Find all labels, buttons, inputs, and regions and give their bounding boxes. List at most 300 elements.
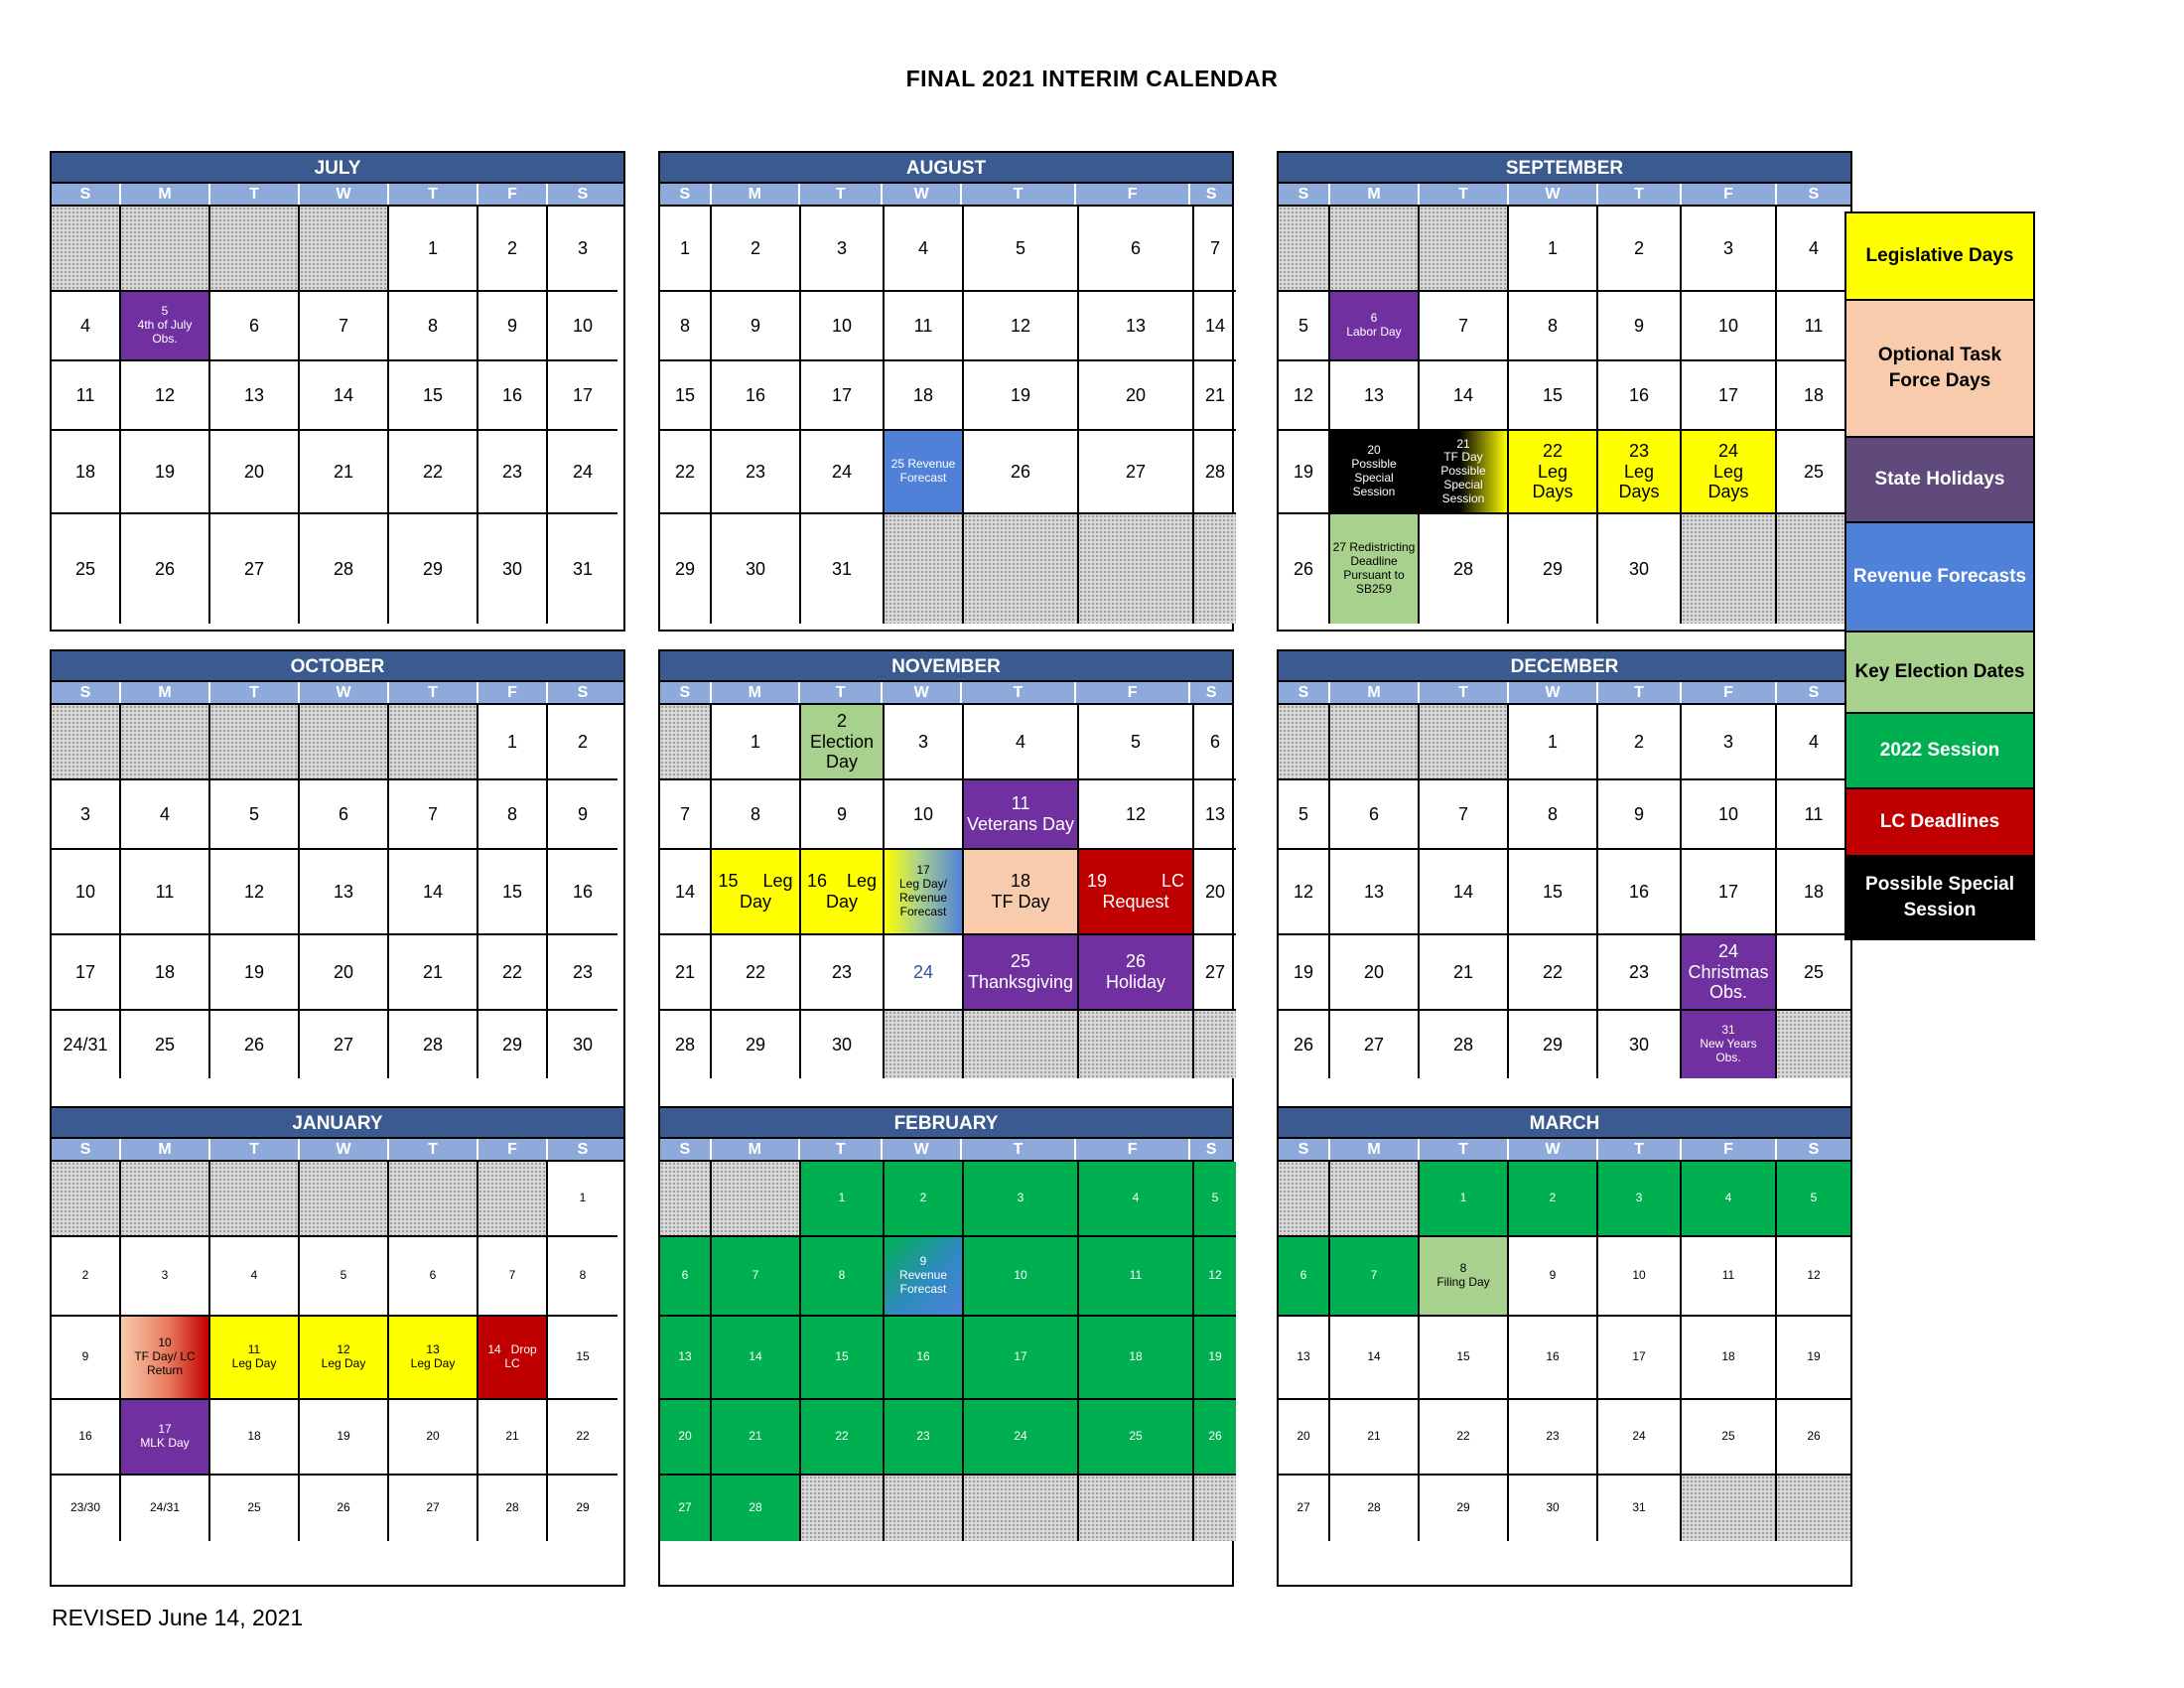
day-text: 3 — [1017, 1191, 1024, 1205]
day-text: 11 — [1721, 1268, 1735, 1283]
day-text: 19 — [154, 461, 176, 482]
day-text: 9 — [81, 1349, 89, 1364]
day-cell — [210, 292, 300, 361]
day-text: 14 — [1452, 881, 1474, 902]
weekday-label: S — [577, 186, 589, 203]
empty-day-cell — [1420, 207, 1509, 292]
weekday-label: S — [52, 682, 121, 703]
day-cell — [478, 431, 548, 514]
day-text: 20 — [1204, 881, 1226, 902]
day-cell — [1194, 1237, 1236, 1317]
day-cell — [1777, 207, 1850, 292]
day-text: 15 — [835, 1349, 849, 1364]
day-cell — [1682, 431, 1777, 514]
day-text: 6 — [338, 803, 348, 824]
day-cell — [1509, 935, 1598, 1011]
day-cell — [389, 292, 478, 361]
day-cell — [964, 705, 1079, 780]
month-february — [658, 1106, 1234, 1587]
day-cell — [660, 431, 712, 514]
day-text: 19 LC — [1086, 871, 1185, 892]
day-text: 3 — [836, 237, 847, 258]
day-text: 25 — [247, 1500, 261, 1515]
day-text: 5 — [1211, 1191, 1219, 1205]
day-cell — [52, 514, 121, 624]
weekday-label: F — [1682, 184, 1777, 205]
day-text: 14 — [1204, 315, 1226, 336]
empty-day-cell — [1420, 705, 1509, 780]
day-grid — [52, 207, 623, 630]
day-cell — [1598, 292, 1682, 361]
day-text: 27 — [1297, 1500, 1310, 1515]
legend — [1844, 211, 2035, 940]
day-text: 14 Drop — [487, 1342, 537, 1357]
day-text: 12 — [243, 881, 265, 902]
day-cell — [1279, 1476, 1330, 1541]
day-text: 24 — [831, 461, 853, 482]
empty-day-cell — [660, 1162, 712, 1237]
weekday-label: S — [1279, 184, 1330, 205]
weekday-header — [52, 184, 623, 207]
day-text: TF Day/ LC — [134, 1349, 196, 1364]
empty-day-cell — [300, 705, 389, 780]
weekday-label: F — [478, 184, 548, 205]
day-cell — [1194, 1317, 1236, 1400]
day-cell — [478, 207, 548, 292]
day-cell — [121, 514, 210, 624]
empty-day-cell — [1330, 1162, 1420, 1237]
day-text: 2 — [1633, 237, 1644, 258]
weekday-label: T — [962, 1139, 1076, 1160]
day-cell — [1330, 935, 1420, 1011]
day-text: 4 — [250, 1268, 258, 1283]
day-text: 27 — [678, 1500, 692, 1515]
day-text: 7 — [427, 803, 438, 824]
day-text: 31 — [831, 558, 853, 579]
day-text: 1 — [1547, 237, 1558, 258]
day-text: 16 Leg — [806, 871, 878, 892]
month-title: DECEMBER — [1279, 651, 1850, 682]
day-text: Day — [739, 892, 771, 912]
day-cell — [964, 780, 1079, 850]
empty-day-cell — [1194, 514, 1236, 624]
day-text: 2 — [81, 1268, 89, 1283]
day-cell — [300, 780, 389, 850]
day-text: 5 — [248, 803, 259, 824]
day-text: 21 — [422, 961, 444, 982]
day-cell — [1079, 780, 1194, 850]
day-cell — [1777, 1317, 1850, 1400]
day-cell — [1079, 1237, 1194, 1317]
month-september — [1277, 151, 1852, 632]
day-text: 26 — [154, 558, 176, 579]
day-cell — [1509, 1400, 1598, 1476]
day-cell — [712, 1237, 801, 1317]
month-title: OCTOBER — [52, 651, 623, 682]
day-cell — [660, 1476, 712, 1541]
day-text: 21 — [1367, 1429, 1381, 1444]
empty-day-cell — [210, 705, 300, 780]
day-cell — [1420, 514, 1509, 624]
empty-day-cell — [801, 1476, 885, 1541]
day-text: 22 — [576, 1429, 590, 1444]
day-text: 19 — [1010, 384, 1031, 405]
day-text: 26 — [337, 1500, 350, 1515]
day-cell — [1194, 1400, 1236, 1476]
day-cell — [1598, 705, 1682, 780]
empty-day-cell — [52, 1162, 121, 1237]
empty-day-cell — [1194, 1011, 1236, 1078]
day-text: 30 — [1546, 1500, 1560, 1515]
day-cell — [121, 1317, 210, 1400]
day-cell — [1682, 1011, 1777, 1078]
day-cell — [121, 292, 210, 361]
day-text: 24 — [1717, 940, 1739, 961]
day-text: 7 — [1370, 1268, 1378, 1283]
day-grid — [660, 1162, 1232, 1585]
day-text: 11 — [1804, 803, 1824, 824]
day-cell — [548, 361, 617, 431]
day-text: 24 — [572, 461, 594, 482]
day-text: Leg Day — [231, 1356, 277, 1370]
day-text: 2 — [919, 1191, 927, 1205]
weekday-label: T — [800, 1139, 883, 1160]
day-text: Days — [1532, 482, 1573, 502]
weekday-label: S — [1205, 684, 1217, 701]
day-cell — [1279, 780, 1330, 850]
day-cell — [210, 780, 300, 850]
empty-day-cell — [1777, 514, 1850, 624]
page-title: FINAL 2021 INTERIM CALENDAR — [905, 66, 1279, 91]
day-text: Request — [1102, 892, 1169, 912]
day-cell — [660, 1400, 712, 1476]
weekday-label: T — [1420, 1139, 1509, 1160]
day-cell — [1330, 431, 1420, 514]
day-text: Filing Day — [1436, 1275, 1490, 1289]
day-text: Leg Day/ — [898, 877, 948, 892]
day-cell — [1330, 1317, 1420, 1400]
day-text: Day — [825, 892, 858, 912]
day-cell — [1777, 431, 1850, 514]
day-cell — [1598, 1400, 1682, 1476]
day-cell — [300, 1317, 389, 1400]
day-text: 12 — [337, 1342, 350, 1357]
day-cell — [964, 361, 1079, 431]
day-text: Session — [1352, 484, 1396, 498]
day-cell — [1420, 361, 1509, 431]
day-text: 20 — [678, 1429, 692, 1444]
day-cell — [210, 361, 300, 431]
day-text: 30 — [1628, 1034, 1650, 1055]
day-cell — [1777, 935, 1850, 1011]
month-january — [50, 1106, 625, 1587]
day-text: 28 — [1452, 558, 1474, 579]
day-text: 29 — [1542, 1034, 1564, 1055]
day-text: 6 — [1130, 237, 1141, 258]
day-text: 24 — [1717, 440, 1739, 461]
weekday-label: F — [1076, 682, 1190, 703]
day-text: 23 — [572, 961, 594, 982]
day-text: 20 — [1363, 961, 1385, 982]
day-text: 4 — [1808, 237, 1819, 258]
day-cell — [52, 1476, 121, 1541]
day-cell — [712, 1317, 801, 1400]
day-text: 29 — [501, 1034, 523, 1055]
day-cell — [1420, 1476, 1509, 1541]
day-text: 2 — [506, 237, 517, 258]
day-cell — [885, 207, 964, 292]
day-cell — [1194, 850, 1236, 935]
day-text: 4 — [917, 237, 928, 258]
empty-day-cell — [885, 1476, 964, 1541]
empty-day-cell — [52, 207, 121, 292]
day-text: 18 — [154, 961, 176, 982]
day-text: 8 — [838, 1268, 846, 1283]
day-text: 9 — [506, 315, 517, 336]
day-text: 3 — [79, 803, 90, 824]
day-text: 24/31 — [63, 1034, 108, 1055]
weekday-label: T — [1420, 682, 1509, 703]
day-text: 22 — [835, 1429, 849, 1444]
month-title: JULY — [52, 153, 623, 184]
day-text: 19 — [1293, 461, 1314, 482]
day-text: 3 — [1722, 731, 1733, 752]
weekday-label: T — [210, 1139, 300, 1160]
day-cell — [1509, 361, 1598, 431]
day-text: 10 — [912, 803, 934, 824]
day-cell — [121, 1476, 210, 1541]
day-cell — [548, 292, 617, 361]
day-text: 17 — [1717, 384, 1739, 405]
day-text: 4 — [1808, 731, 1819, 752]
day-cell — [1509, 850, 1598, 935]
day-text: 26 — [1293, 558, 1314, 579]
day-text: 30 — [501, 558, 523, 579]
day-cell — [885, 431, 964, 514]
day-cell — [300, 361, 389, 431]
day-cell — [1279, 514, 1330, 624]
day-text: 6 — [248, 315, 259, 336]
day-cell — [121, 1011, 210, 1078]
day-text: Leg — [1537, 461, 1569, 482]
day-text: 8 — [427, 315, 438, 336]
day-cell — [548, 780, 617, 850]
day-text: 10 — [1717, 315, 1739, 336]
day-text: 14 — [1452, 384, 1474, 405]
day-text: 23 — [1628, 961, 1650, 982]
day-text: 25 — [154, 1034, 176, 1055]
weekday-label: T — [800, 184, 883, 205]
day-cell — [660, 850, 712, 935]
day-cell — [1420, 1011, 1509, 1078]
empty-day-cell — [1279, 207, 1330, 292]
day-text: 11 — [1129, 1268, 1143, 1283]
empty-day-cell — [1682, 1476, 1777, 1541]
day-text: 26 — [1010, 461, 1031, 482]
month-title: FEBRUARY — [660, 1108, 1232, 1139]
day-text: 26 — [1125, 951, 1147, 972]
weekday-label: W — [883, 184, 961, 205]
day-cell — [1194, 361, 1236, 431]
day-cell — [478, 780, 548, 850]
weekday-label: W — [883, 682, 961, 703]
day-text: 5 — [1297, 315, 1308, 336]
day-cell — [210, 514, 300, 624]
day-text: 18 — [1721, 1349, 1735, 1364]
day-cell — [1420, 431, 1509, 514]
day-cell — [548, 1317, 617, 1400]
day-text: 15 — [1456, 1349, 1470, 1364]
day-text: 27 Redistricting — [1332, 540, 1416, 555]
day-cell — [964, 1237, 1079, 1317]
day-text: 6 — [1368, 803, 1379, 824]
day-cell — [1279, 361, 1330, 431]
day-cell — [478, 850, 548, 935]
day-text: Obs. — [152, 331, 178, 346]
day-text: 25 — [1803, 461, 1825, 482]
day-cell — [1279, 1011, 1330, 1078]
day-cell — [389, 361, 478, 431]
day-cell — [300, 1400, 389, 1476]
day-text: 27 — [426, 1500, 440, 1515]
day-text: 18 — [1010, 871, 1031, 892]
day-text: 27 — [1204, 961, 1226, 982]
day-cell — [548, 1476, 617, 1541]
day-text: Forecast — [899, 904, 947, 918]
day-text: 22 — [422, 461, 444, 482]
weekday-label: W — [300, 184, 389, 205]
day-text: 8 — [1547, 803, 1558, 824]
day-text: Special — [1354, 471, 1394, 485]
day-text: Leg Day — [321, 1356, 366, 1370]
day-text: 17 — [916, 863, 930, 878]
day-text: 16 — [1628, 384, 1650, 405]
day-text: 16 — [78, 1429, 92, 1444]
day-cell — [1598, 935, 1682, 1011]
weekday-label: T — [1598, 682, 1682, 703]
day-cell — [1682, 780, 1777, 850]
day-grid — [52, 705, 623, 1128]
day-text: 29 — [422, 558, 444, 579]
day-cell — [1279, 431, 1330, 514]
empty-day-cell — [1330, 705, 1420, 780]
day-text: 1 — [506, 731, 517, 752]
day-text: 15 — [1542, 881, 1564, 902]
day-cell — [548, 1011, 617, 1078]
day-cell — [300, 935, 389, 1011]
day-text: 3 — [161, 1268, 169, 1283]
day-text: 9 — [1633, 803, 1644, 824]
day-cell — [210, 1011, 300, 1078]
day-cell — [1330, 1237, 1420, 1317]
day-cell — [300, 514, 389, 624]
day-cell — [52, 1317, 121, 1400]
day-cell — [121, 850, 210, 935]
day-text: 16 — [572, 881, 594, 902]
day-cell — [885, 705, 964, 780]
day-text: 25 — [1803, 961, 1825, 982]
day-text: 16 — [501, 384, 523, 405]
day-text: 19 — [337, 1429, 350, 1444]
empty-day-cell — [1777, 1011, 1850, 1078]
day-text: Leg — [1712, 461, 1744, 482]
day-cell — [885, 850, 964, 935]
day-cell — [300, 292, 389, 361]
day-grid — [660, 207, 1232, 630]
day-text: 13 — [1204, 803, 1226, 824]
weekday-header — [1279, 1139, 1850, 1162]
day-text: 26 — [1293, 1034, 1314, 1055]
day-cell — [1330, 1011, 1420, 1078]
day-cell — [1777, 705, 1850, 780]
empty-day-cell — [121, 705, 210, 780]
day-text: 9 — [750, 315, 760, 336]
day-text: 10 — [74, 881, 96, 902]
day-text: 21 — [749, 1429, 762, 1444]
day-cell — [964, 292, 1079, 361]
day-cell — [1420, 1400, 1509, 1476]
day-text: Christmas — [1688, 961, 1769, 982]
day-text: 15 — [576, 1349, 590, 1364]
month-title: MARCH — [1279, 1108, 1850, 1139]
day-cell — [1682, 850, 1777, 935]
empty-day-cell — [1279, 1162, 1330, 1237]
day-text: 27 — [333, 1034, 354, 1055]
day-cell — [478, 1011, 548, 1078]
day-text: Possible — [1440, 464, 1486, 479]
day-text: 22 — [674, 461, 696, 482]
day-text: 3 — [917, 731, 928, 752]
day-cell — [885, 780, 964, 850]
day-text: 4 — [1724, 1191, 1732, 1205]
day-text: 13 — [1363, 881, 1385, 902]
day-text: 19 — [1807, 1349, 1821, 1364]
day-text: 10 — [1717, 803, 1739, 824]
day-cell — [1079, 431, 1194, 514]
day-cell — [964, 935, 1079, 1011]
day-text: 14 — [674, 881, 696, 902]
day-text: 24 — [1632, 1429, 1646, 1444]
day-text: 6 — [429, 1268, 437, 1283]
weekday-label: F — [478, 682, 548, 703]
day-cell — [52, 1400, 121, 1476]
day-text: 25 — [74, 558, 96, 579]
day-text: 20 — [1125, 384, 1147, 405]
day-cell — [1777, 1162, 1850, 1237]
day-cell — [52, 292, 121, 361]
day-cell — [1509, 1162, 1598, 1237]
day-cell — [885, 1317, 964, 1400]
day-text: 18 — [1803, 384, 1825, 405]
weekday-label: T — [389, 682, 478, 703]
legend-item: Possible Special Session — [1846, 857, 2033, 938]
empty-day-cell — [1194, 1476, 1236, 1541]
weekday-label: M — [1330, 682, 1420, 703]
day-cell — [712, 292, 801, 361]
day-text: 19 — [1208, 1349, 1222, 1364]
day-cell — [210, 1400, 300, 1476]
empty-day-cell — [210, 1162, 300, 1237]
day-cell — [1279, 1237, 1330, 1317]
day-text: Obs. — [1708, 982, 1747, 1003]
empty-day-cell — [478, 1162, 548, 1237]
day-text: Veterans Day — [966, 814, 1075, 834]
day-text: 7 — [338, 315, 348, 336]
day-text: 22 — [1456, 1429, 1470, 1444]
day-cell — [1682, 705, 1777, 780]
day-text: 19 — [1293, 961, 1314, 982]
day-cell — [885, 935, 964, 1011]
